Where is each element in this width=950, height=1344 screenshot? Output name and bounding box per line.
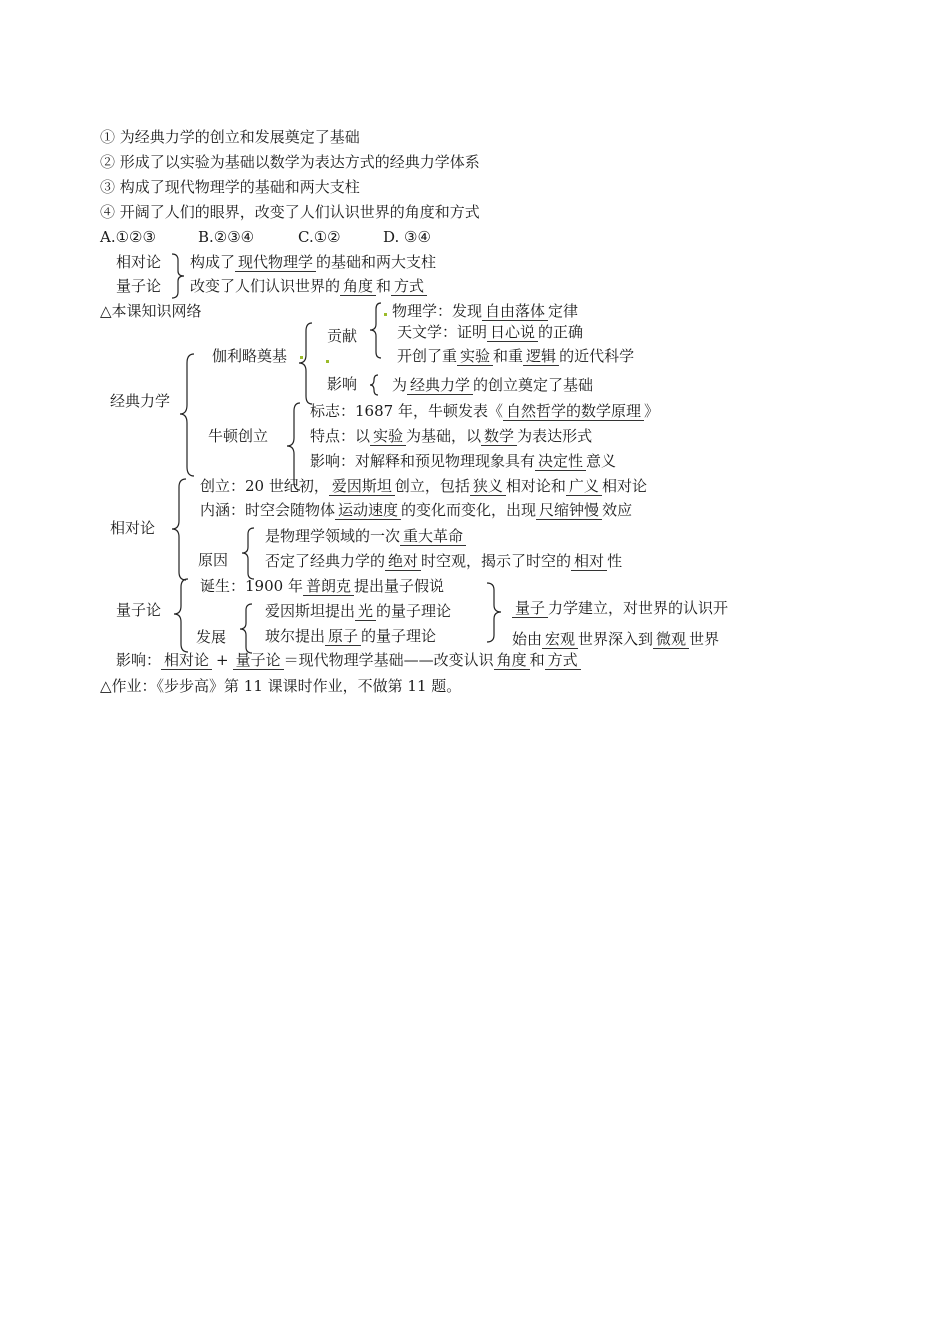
relativity-creation: 创立：20 世纪初， 爱因斯坦 创立，包括 狭义 相对论和 广义 相对论	[200, 477, 647, 495]
summary-label-relativity: 相对论	[116, 253, 162, 271]
contribution-brace	[368, 302, 384, 360]
summary-line-1: 构成了 现代物理学 的基础和两大支柱	[190, 253, 437, 271]
label-reason: 原因	[198, 551, 229, 569]
astronomy-contribution: 天文学：证明 日心说 的正确	[397, 323, 584, 341]
foundation-line: 为 经典力学 的创立奠定了基础	[392, 376, 594, 394]
label-contribution: 贡献	[327, 327, 358, 345]
development-line-1: 爱因斯坦提出 光 的量子理论	[265, 602, 452, 620]
statement-2: ② 形成了以实验为基础以数学为表达方式的经典力学体系	[100, 153, 480, 171]
influence-brace	[368, 374, 380, 396]
quantum-birth: 诞生：1900 年 普朗克 提出量子假说	[200, 577, 444, 595]
statement-4: ④ 开阔了人们的眼界，改变了人们认识世界的角度和方式	[100, 203, 480, 221]
quantum-brace	[172, 578, 190, 654]
label-development: 发展	[196, 628, 227, 646]
choice-c: C.①②	[298, 228, 341, 246]
newton-feature: 特点：以 实验 为基础，以 数学 为表达形式	[310, 427, 593, 445]
development-line-2: 玻尔提出 原子 的量子理论	[265, 627, 437, 645]
modern-science-line: 开创了重 实验 和重 逻辑 的近代科学	[397, 347, 635, 365]
quantum-result-line-2: 始由 宏观 世界深入到 微观 世界	[512, 630, 720, 648]
overall-influence: 影响： 相对论 + 量子论 ＝现代物理学基础——改变认识 角度 和 方式	[116, 650, 581, 670]
dot-marker	[300, 356, 303, 359]
newton-effect: 影响：对解释和预见物理现象具有 决定性 意义	[310, 452, 617, 470]
homework-line: △作业：《步步高》第 11 课课时作业，不做第 11 题。	[100, 677, 462, 695]
quantum-result-line-1: 量子 力学建立，对世界的认识开	[512, 598, 728, 618]
reason-line-1: 是物理学领域的一次 重大革命	[265, 526, 466, 546]
choice-a: A.①②③	[100, 228, 156, 246]
reason-line-2: 否定了经典力学的 绝对 时空观，揭示了时空的 相对 性	[265, 552, 623, 570]
label-classical-mechanics: 经典力学	[110, 392, 171, 410]
relativity-meaning: 内涵：时空会随物体 运动速度 的变化而变化，出现 尺缩钟慢 效应	[200, 501, 633, 519]
galileo-brace	[297, 322, 315, 406]
dot-marker	[384, 313, 387, 316]
classical-brace	[178, 353, 198, 478]
summary-label-quantum: 量子论	[116, 277, 162, 295]
newton-mark: 标志：1687 年，牛顿发表《 自然哲学的数学原理 》	[310, 402, 659, 420]
dot-marker	[326, 360, 329, 363]
label-newton: 牛顿创立	[208, 427, 269, 445]
development-brace	[238, 603, 254, 655]
label-quantum: 量子论	[116, 601, 162, 619]
development-result-brace	[485, 582, 503, 644]
physics-contribution: 物理学：发现 自由落体 定律	[392, 302, 579, 320]
choice-d: D. ③④	[383, 228, 431, 246]
reason-brace	[240, 527, 256, 581]
choice-b: B.②③④	[198, 228, 255, 246]
statement-3: ③ 构成了现代物理学的基础和两大支柱	[100, 178, 360, 196]
summary-brace	[170, 253, 186, 299]
label-influence: 影响	[327, 375, 358, 393]
summary-line-2: 改变了人们认识世界的 角度 和 方式	[190, 276, 427, 296]
relativity-brace	[170, 478, 188, 582]
label-galileo: 伽利略奠基	[212, 347, 288, 365]
statement-1: ① 为经典力学的创立和发展奠定了基础	[100, 128, 360, 146]
network-heading: △本课知识网络	[100, 302, 202, 320]
label-relativity: 相对论	[110, 519, 156, 537]
